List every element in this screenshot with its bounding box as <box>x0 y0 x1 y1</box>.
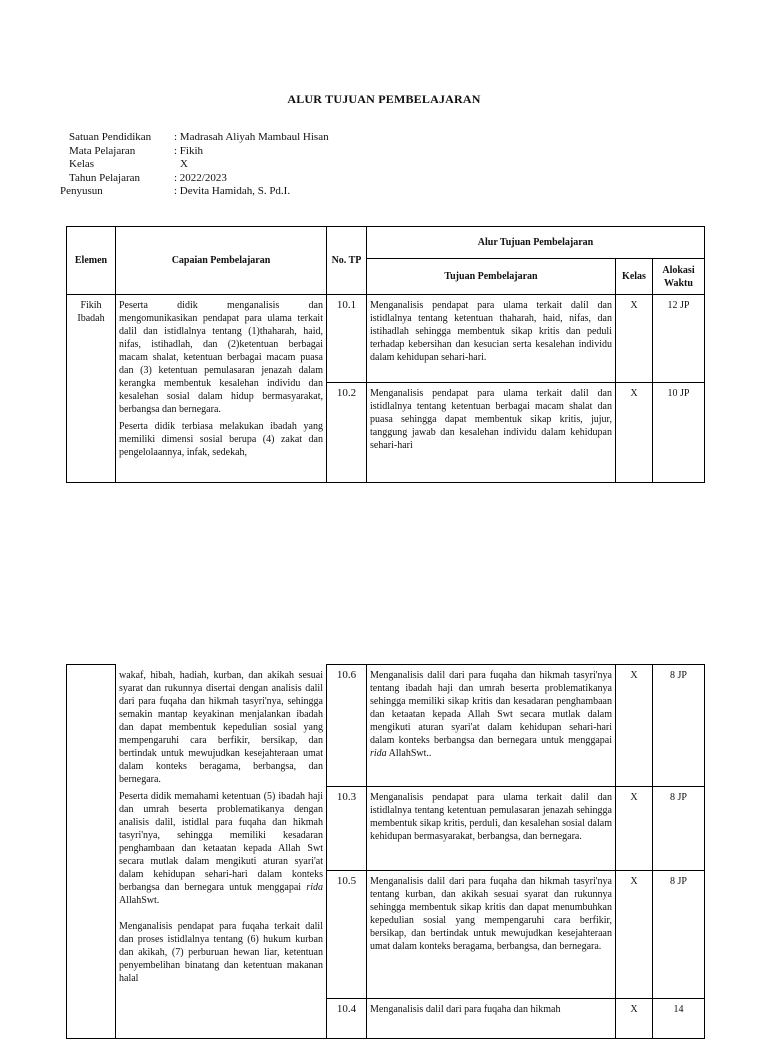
tp-number: 10.3 <box>327 787 367 871</box>
meta-label-mapel: Mata Pelajaran <box>69 145 136 157</box>
capaian-paragraph-2: Peserta didik terbiasa melakukan ibadah yang memiliki dimensi sosial berupa (4) zakat dan pengelolaannya, infak, sedekah, <box>119 421 323 458</box>
kelas-cell: X <box>616 383 653 483</box>
alokasi-cell: 14 <box>653 999 705 1039</box>
meta-value-mapel: : Fikih <box>174 145 204 157</box>
tp-number: 10.1 <box>327 295 367 383</box>
meta-value-satuan: : Madrasah Aliyah Mambaul Hisan <box>174 131 329 143</box>
kelas-cell: X <box>616 787 653 871</box>
kelas-cell: X <box>616 871 653 999</box>
meta-value-tahun: : 2022/2023 <box>174 172 227 184</box>
header-kelas: Kelas <box>616 259 653 295</box>
meta-value-kelas: X <box>180 158 188 170</box>
tp-number: 10.4 <box>327 999 367 1039</box>
capaian-text-end: AllahSwt. <box>119 894 160 906</box>
alokasi-cell: 8 JP <box>653 665 705 787</box>
header-alur: Alur Tujuan Pembelajaran <box>367 227 705 259</box>
kelas-cell: X <box>616 665 653 787</box>
document-title: ALUR TUJUAN PEMBELAJARAN <box>287 92 481 106</box>
header-alokasi: Alokasi Waktu <box>653 259 705 295</box>
capaian-paragraph-1: Peserta didik menganalisis dan mengomunikasikan pendapat para ulama terkait dalil dan istidlalnya tentang (1)thaharah, haid, nifas, istihadlah, dan (2)ketentuan berbagai macam shalat, ketentuan berbagai macam puasa dan (3) ketentuan pemulasaran jenazah dalam kerangka membentuk kesalehan individu dan kesalehan sosial dalam hidup bermasyarakat, berbangsa dan bernegara. <box>119 300 323 415</box>
tujuan-text: Menganalisis dalil dari para fuqaha dan hikmah tasyri'nya tentang ibadah haji dan umrah beserta problematikanya sehingga memiliki sikap kritis dan kesadaran penghambaan dan ketaatan kepada Allah Swt secara mutlak dalam mengikuti aturan syari'at dalam kehidupan sehari-hari dalam konteks berbangsa dan bernegara untuk menggapai <box>370 670 612 746</box>
tujuan-cell: Menganalisis pendapat para ulama terkait dalil dan istidlalnya tentang ketentuan thaharah, haid, nifas, dan istihadlah sehingga membentuk sikap kritis dan peduli terhadap kebersihan dan kesucian serta kesalehan individu dalam kehidupan sehari-hari. <box>367 295 616 383</box>
meta-label-tahun: Tahun Pelajaran <box>69 172 141 184</box>
rida-italic: rida <box>370 748 387 759</box>
atp-table-page2 <box>66 664 705 1039</box>
elemen-cell-empty <box>67 665 116 1039</box>
kelas-cell: X <box>616 295 653 383</box>
capaian-paragraph-3: Menganalisis pendapat para fuqaha terkait dalil dan proses istidlalnya tentang (6) hukum kurban dan akikah, (7) perburuan hewan liar, ketentuan penyembelihan binatang dan ketentuan makanan halal <box>119 920 323 984</box>
elemen-cell: Fikih Ibadah <box>67 295 116 483</box>
alokasi-cell: 8 JP <box>653 787 705 871</box>
tp-number: 10.2 <box>327 383 367 483</box>
header-tujuan: Tujuan Pembelajaran <box>367 259 616 295</box>
meta-label-penyusun: Penyusun <box>60 185 103 197</box>
tujuan-text-end: AllahSwt.. <box>388 748 432 759</box>
tp-number: 10.5 <box>327 871 367 999</box>
capaian-paragraph-1: wakaf, hibah, hadiah, kurban, dan akikah sesuai syarat dan rukunnya disertai dengan analisis dalil dari para fuqaha dan hikmah tasyri'nya, sehingga semakin mantap keyakinan menjalankan ibadah dan dapat membentuk kepedulian sosial yang mempengaruhi cara berfikir, bersikap, dan bertindak untuk mewujudkan kesejahteraan umat dalam konteks beragama, berbangsa, dan bernegara. <box>119 669 323 785</box>
capaian-paragraph-2 <box>119 790 323 907</box>
alokasi-cell: 12 JP <box>653 295 705 383</box>
capaian-cell <box>116 295 327 483</box>
meta-label-satuan: Satuan Pendidikan <box>69 131 152 143</box>
atp-table-page1 <box>66 226 705 483</box>
header-elemen: Elemen <box>67 227 116 295</box>
capaian-text: Peserta didik memahami ketentuan (5) ibadah haji dan umrah beserta problematikanya dengan analisis dalil, istidlal para fuqaha dan hikmah tasyri'nya, sehingga memiliki kesadaran penghambaan dan ketaatan kepada Allah Swt secara mutlak dalam mengikuti aturan syari'at dalam kehidupan sehari-hari dalam konteks berbangsa dan bernegara untuk menggapai <box>119 790 323 893</box>
alokasi-cell: 10 JP <box>653 383 705 483</box>
tujuan-cell: Menganalisis dalil dari para fuqaha dan hikmah <box>367 999 616 1039</box>
header-capaian: Capaian Pembelajaran <box>116 227 327 295</box>
tujuan-cell: Menganalisis pendapat para ulama terkait dalil dan istidlalnya tentang ketentuan berbagai macam shalat dan puasa sehingga dapat membentuk sikap kritis, jujur, tanggung jawab dan kesalehan individu dalam kehidupan sehari-hari <box>367 383 616 483</box>
tujuan-cell <box>367 665 616 787</box>
tp-number: 10.6 <box>327 665 367 787</box>
header-no-tp: No. TP <box>327 227 367 295</box>
kelas-cell: X <box>616 999 653 1039</box>
rida-italic: rida <box>306 881 324 893</box>
capaian-cell <box>116 665 327 1039</box>
alokasi-cell: 8 JP <box>653 871 705 999</box>
tujuan-cell: Menganalisis pendapat para ulama terkait dalil dan istidlalnya tentang ketentuan pemulasaran jenazah sehingga membentuk sikap kritis, perduli, dan kesalehan sosial dalam kehidupan bermasyarakat, berbangsa, dan bernegara. <box>367 787 616 871</box>
tujuan-cell: Menganalisis dalil dari para fuqaha dan hikmah tasyri'nya tentang kurban, dan akikah sesuai syarat dan rukunnya sehingga membentuk sikap kritis dan dapat menumbuhkan kepedulian sosial yang mempengaruhi cara berfikir, bersikap, dan bertindak untuk mewujudkan kesejahteraan umat dalam konteks beragama, berbangsa, dan bernegara. <box>367 871 616 999</box>
meta-label-kelas: Kelas <box>69 158 95 170</box>
meta-value-penyusun: : Devita Hamidah, S. Pd.I. <box>174 185 291 197</box>
